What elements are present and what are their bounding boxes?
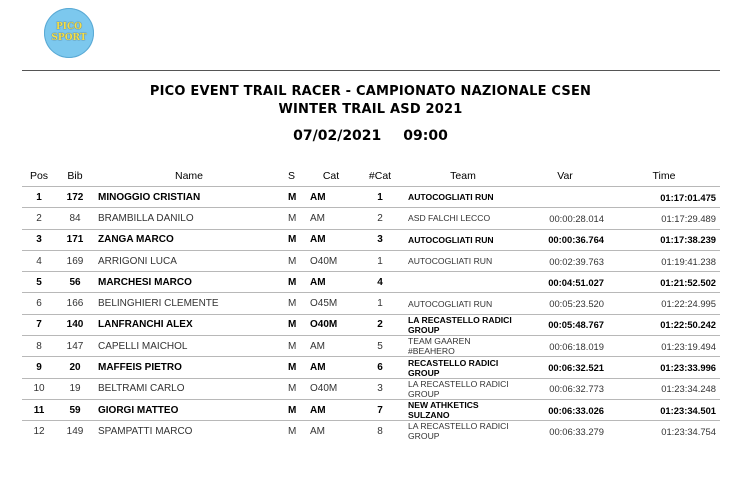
cell-name: BRAMBILLA DANILO <box>94 208 284 229</box>
cell-team: TEAM GAAREN #BEAHERO <box>404 336 522 357</box>
header-rule <box>22 70 720 71</box>
cell-bib: 59 <box>56 399 94 420</box>
cell-cat: AM <box>306 357 356 378</box>
cell-name: MINOGGIO CRISTIAN <box>94 187 284 208</box>
cell-name: BELINGHIERI CLEMENTE <box>94 293 284 314</box>
cell-sex: M <box>284 208 306 229</box>
cell-sex: M <box>284 399 306 420</box>
cell-team: LA RECASTELLO RADICI GROUP <box>404 421 522 442</box>
cell-bib: 149 <box>56 421 94 442</box>
cell-name: LANFRANCHI ALEX <box>94 314 284 335</box>
cell-ncat: 1 <box>356 293 404 314</box>
col-ncat-header: #Cat <box>368 169 392 182</box>
cell-time: 01:17:01.475 <box>608 187 720 208</box>
cell-sex: M <box>284 293 306 314</box>
cell-cat: AM <box>306 399 356 420</box>
cell-name: MAFFEIS PIETRO <box>94 357 284 378</box>
cell-var: 00:04:51.027 <box>522 272 608 293</box>
col-var-header: Var <box>557 169 573 182</box>
cell-time: 01:23:34.248 <box>608 378 720 399</box>
results-table <box>22 165 720 442</box>
cell-pos: 2 <box>22 208 56 229</box>
cell-time: 01:19:41.238 <box>608 250 720 271</box>
cell-bib: 140 <box>56 314 94 335</box>
cell-team: LA RECASTELLO RADICI GROUP <box>404 378 522 399</box>
cell-time: 01:23:33.996 <box>608 357 720 378</box>
cell-time: 01:22:50.242 <box>608 314 720 335</box>
cell-time: 01:23:34.501 <box>608 399 720 420</box>
table-row <box>22 336 720 357</box>
cell-team: AUTOCOGLIATI RUN <box>404 293 522 314</box>
cell-cat: AM <box>306 208 356 229</box>
cell-pos: 12 <box>22 421 56 442</box>
cell-name: ARRIGONI LUCA <box>94 250 284 271</box>
event-subtitle: WINTER TRAIL ASD 2021 <box>278 102 463 117</box>
logo-line-1: PICO <box>56 22 82 32</box>
cell-sex: M <box>284 421 306 442</box>
cell-cat: O45M <box>306 293 356 314</box>
cell-name: SPAMPATTI MARCO <box>94 421 284 442</box>
cell-sex: M <box>284 229 306 250</box>
cell-ncat: 5 <box>356 336 404 357</box>
cell-time: 01:23:34.754 <box>608 421 720 442</box>
cell-ncat: 1 <box>356 187 404 208</box>
cell-ncat: 3 <box>356 378 404 399</box>
cell-var: 00:02:39.763 <box>522 250 608 271</box>
cell-team: ASD FALCHI LECCO <box>404 208 522 229</box>
cell-cat: AM <box>306 336 356 357</box>
cell-bib: 19 <box>56 378 94 399</box>
cell-time: 01:22:24.995 <box>608 293 720 314</box>
table-row <box>22 421 720 442</box>
cell-pos: 4 <box>22 250 56 271</box>
cell-sex: M <box>284 272 306 293</box>
cell-cat: AM <box>306 421 356 442</box>
cell-var: 00:06:33.279 <box>522 421 608 442</box>
cell-team: LA RECASTELLO RADICI GROUP <box>404 314 522 335</box>
cell-ncat: 3 <box>356 229 404 250</box>
cell-time: 01:21:52.502 <box>608 272 720 293</box>
table-row <box>22 250 720 271</box>
cell-bib: 84 <box>56 208 94 229</box>
col-time-header: Time <box>652 169 676 182</box>
cell-pos: 8 <box>22 336 56 357</box>
cell-cat: AM <box>306 229 356 250</box>
cell-pos: 9 <box>22 357 56 378</box>
table-row <box>22 357 720 378</box>
cell-team: AUTOCOGLIATI RUN <box>404 187 522 208</box>
cell-name: CAPELLI MAICHOL <box>94 336 284 357</box>
cell-pos: 11 <box>22 399 56 420</box>
cell-pos: 5 <box>22 272 56 293</box>
cell-var: 00:06:33.026 <box>522 399 608 420</box>
col-cat-header: Cat <box>322 169 340 182</box>
cell-team: AUTOCOGLIATI RUN <box>404 250 522 271</box>
table-row <box>22 229 720 250</box>
cell-name: GIORGI MATTEO <box>94 399 284 420</box>
cell-pos: 3 <box>22 229 56 250</box>
cell-team: AUTOCOGLIATI RUN <box>404 229 522 250</box>
cell-ncat: 7 <box>356 399 404 420</box>
col-sex-header: S <box>288 169 296 182</box>
cell-bib: 56 <box>56 272 94 293</box>
cell-ncat: 8 <box>356 421 404 442</box>
cell-time: 01:17:38.239 <box>608 229 720 250</box>
table-header-row <box>22 165 720 187</box>
cell-pos: 6 <box>22 293 56 314</box>
cell-sex: M <box>284 250 306 271</box>
table-row <box>22 378 720 399</box>
cell-ncat: 2 <box>356 314 404 335</box>
cell-sex: M <box>284 378 306 399</box>
pico-sport-logo <box>44 8 94 58</box>
cell-time: 01:23:19.494 <box>608 336 720 357</box>
cell-sex: M <box>284 314 306 335</box>
cell-pos: 1 <box>22 187 56 208</box>
event-title: PICO EVENT TRAIL RACER - CAMPIONATO NAZIONALE CSEN <box>149 84 592 99</box>
table-row <box>22 399 720 420</box>
event-datetime <box>0 128 741 144</box>
cell-var: 00:00:36.764 <box>522 229 608 250</box>
table-row <box>22 272 720 293</box>
cell-var: 00:06:18.019 <box>522 336 608 357</box>
cell-cat: O40M <box>306 250 356 271</box>
cell-bib: 169 <box>56 250 94 271</box>
table-row <box>22 293 720 314</box>
cell-ncat: 1 <box>356 250 404 271</box>
col-team-header: Team <box>450 169 476 182</box>
cell-ncat: 2 <box>356 208 404 229</box>
cell-bib: 147 <box>56 336 94 357</box>
cell-name: ZANGA MARCO <box>94 229 284 250</box>
cell-cat: AM <box>306 187 356 208</box>
cell-cat: O40M <box>306 378 356 399</box>
col-name-header: Name <box>174 169 203 182</box>
cell-var <box>522 187 608 208</box>
cell-ncat: 6 <box>356 357 404 378</box>
event-time: 09:00 <box>403 128 448 144</box>
cell-sex: M <box>284 187 306 208</box>
logo-line-2: SPORT <box>51 33 87 43</box>
col-bib-header: Bib <box>67 169 83 182</box>
table-row <box>22 314 720 335</box>
cell-bib: 20 <box>56 357 94 378</box>
cell-time: 01:17:29.489 <box>608 208 720 229</box>
table-row <box>22 187 720 208</box>
cell-team: NEW ATHKETICS SULZANO <box>404 399 522 420</box>
cell-bib: 166 <box>56 293 94 314</box>
cell-pos: 7 <box>22 314 56 335</box>
cell-var: 00:05:23.520 <box>522 293 608 314</box>
table-row <box>22 208 720 229</box>
cell-cat: AM <box>306 272 356 293</box>
cell-cat: O40M <box>306 314 356 335</box>
cell-sex: M <box>284 357 306 378</box>
cell-name: BELTRAMI CARLO <box>94 378 284 399</box>
cell-bib: 172 <box>56 187 94 208</box>
event-date: 07/02/2021 <box>293 128 382 144</box>
cell-team <box>404 272 522 293</box>
cell-team: RECASTELLO RADICI GROUP <box>404 357 522 378</box>
cell-bib: 171 <box>56 229 94 250</box>
cell-sex: M <box>284 336 306 357</box>
cell-pos: 10 <box>22 378 56 399</box>
cell-var: 00:06:32.773 <box>522 378 608 399</box>
cell-ncat: 4 <box>356 272 404 293</box>
cell-var: 00:00:28.014 <box>522 208 608 229</box>
cell-name: MARCHESI MARCO <box>94 272 284 293</box>
cell-var: 00:05:48.767 <box>522 314 608 335</box>
cell-var: 00:06:32.521 <box>522 357 608 378</box>
col-pos-header: Pos <box>29 169 49 182</box>
